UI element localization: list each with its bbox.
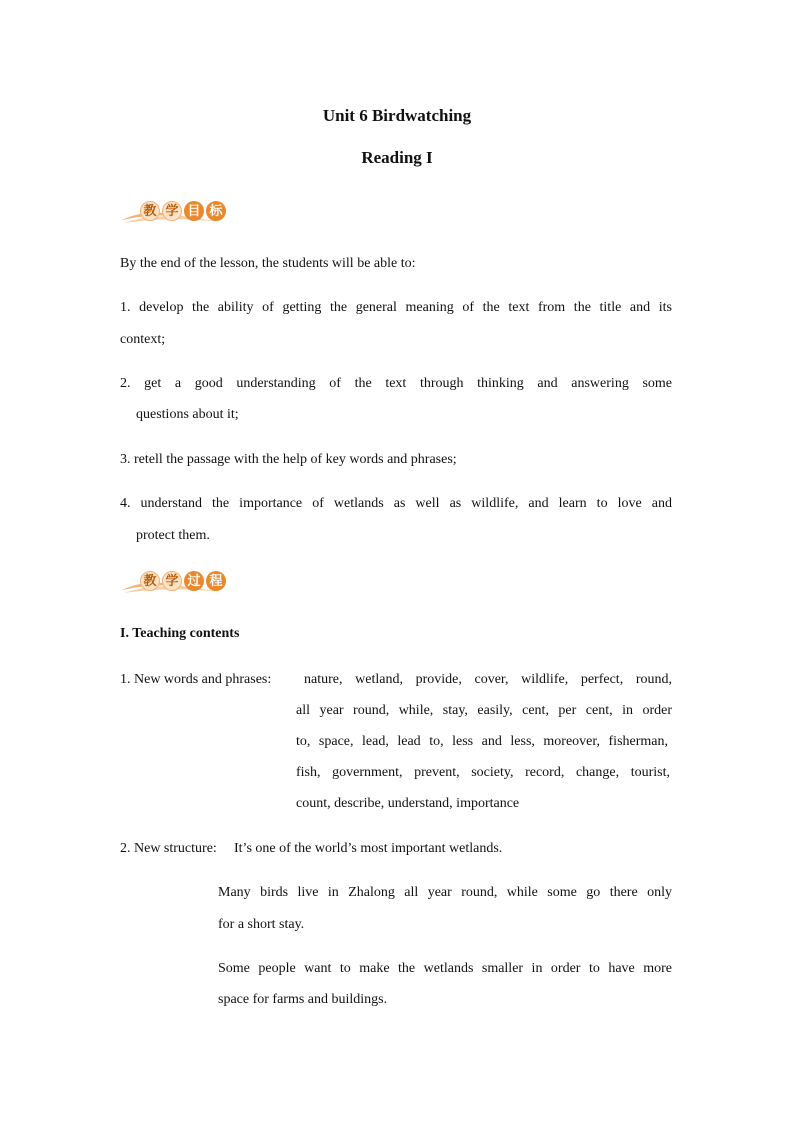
badge-char: 教 [140, 571, 160, 591]
section-heading: I. Teaching contents [120, 626, 240, 641]
badge-char: 教 [140, 201, 160, 221]
example-sentence-cont: space for farms and buildings. [218, 992, 388, 1007]
badge-char: 标 [206, 201, 226, 221]
objectives-intro: By the end of the lesson, the students will be able to: [120, 256, 416, 271]
badge-char: 学 [162, 571, 182, 591]
page-subtitle: Reading I [361, 148, 433, 167]
words-line: fish, government, prevent, society, record, change, tourist, [296, 765, 670, 780]
badge-char: 学 [162, 201, 182, 221]
words-label: 1. New words and phrases: [120, 672, 272, 687]
teaching-process-badge [120, 568, 230, 598]
objective-item-4: 4. understand the importance of wetlands as well as wildlife, and learn to love and [120, 496, 672, 511]
words-line: to, space, lead, lead to, less and less, moreover, fisherman, [296, 734, 668, 749]
page-title: Unit 6 Birdwatching [322, 106, 472, 125]
objective-item-1: 1. develop the ability of getting the general meaning of the text from the title and its [120, 300, 672, 315]
example-sentence-cont: for a short stay. [218, 917, 305, 932]
objective-item-2-cont: questions about it; [136, 407, 239, 422]
structure-sentence: It’s one of the world’s most important wetlands. [234, 841, 503, 856]
objective-item-1-cont: context; [120, 332, 166, 347]
words-line: count, describe, understand, importance [296, 796, 520, 811]
objective-item-3: 3. retell the passage with the help of key words and phrases; [120, 452, 457, 467]
words-line: all year round, while, stay, easily, cent, per cent, in order [296, 703, 672, 718]
example-sentence: Many birds live in Zhalong all year round, while some go there only [218, 885, 672, 900]
structure-label: 2. New structure: [120, 841, 217, 856]
badge-char: 程 [206, 571, 226, 591]
objective-item-2: 2. get a good understanding of the text through thinking and answering some [120, 376, 672, 391]
objective-item-4-cont: protect them. [136, 528, 210, 543]
teaching-objectives-badge [120, 198, 230, 228]
example-sentence: Some people want to make the wetlands smaller in order to have more [218, 961, 672, 976]
badge-char: 过 [184, 571, 204, 591]
words-line: nature, wetland, provide, cover, wildlife, perfect, round, [304, 672, 672, 687]
badge-char: 目 [184, 201, 204, 221]
